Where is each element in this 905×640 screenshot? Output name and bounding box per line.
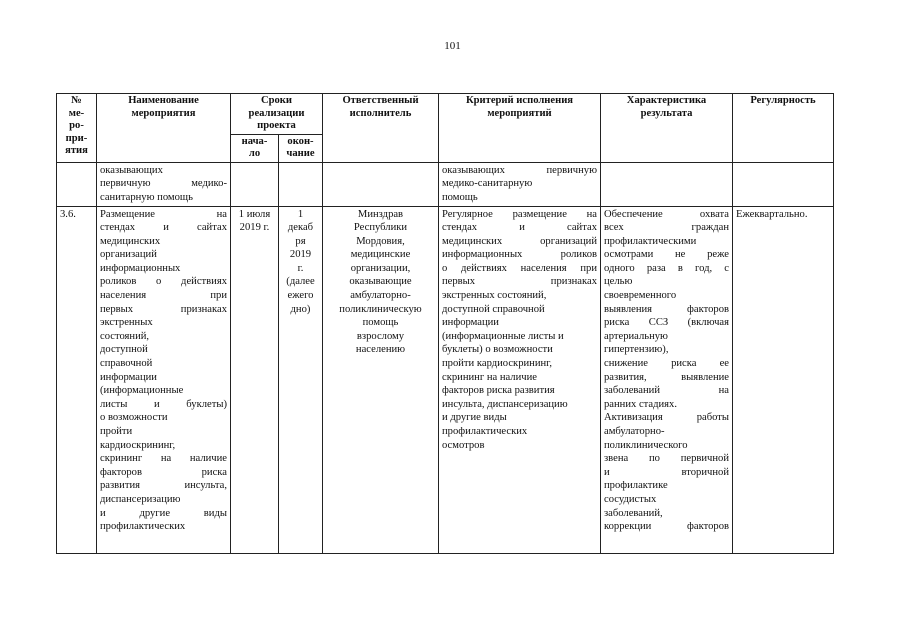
text-line: окон- xyxy=(287,135,314,147)
text-line: первых признаках xyxy=(442,276,597,288)
text-line: пройти xyxy=(100,426,133,437)
text-line: диспансеризацию xyxy=(100,493,181,505)
text-line: и другие виды xyxy=(442,412,507,424)
text-line: (далее xyxy=(286,276,315,288)
text-line: ме- xyxy=(68,107,85,119)
result-description xyxy=(601,206,733,553)
text-line: роликов о действиях xyxy=(100,276,227,288)
text-line: ро- xyxy=(69,120,84,131)
text-line: поликлинического xyxy=(604,439,688,451)
text-line: 2019 xyxy=(289,249,312,261)
header-regularity: Регулярность xyxy=(733,94,834,163)
start-date xyxy=(231,206,279,553)
text-line: ло xyxy=(248,148,261,159)
text-line: всех граждан xyxy=(604,222,729,234)
text-line: Критерий исполнения xyxy=(465,95,574,106)
text-line: состояний, xyxy=(100,330,150,342)
text-line: ежего xyxy=(287,290,314,302)
text-line: амбулаторно- xyxy=(604,426,665,437)
text-line: профилактических xyxy=(100,521,186,533)
header-result xyxy=(601,94,733,163)
text-line: риска ССЗ (включая xyxy=(604,317,729,329)
regularity-value: Ежеквартально. xyxy=(733,206,834,553)
text-line: при- xyxy=(65,132,88,144)
text-line: буклеты) о возможности xyxy=(442,344,553,356)
header-terms xyxy=(231,94,323,135)
text-line: исполнитель xyxy=(349,107,412,119)
text-line: оказывающих первичную xyxy=(442,164,597,176)
text-line: артериальную xyxy=(604,330,668,342)
text-line: медицинских организаций xyxy=(442,235,597,247)
text-line: кардиоскрининг, xyxy=(100,439,176,451)
cont-end-cell xyxy=(279,162,323,206)
text-line: справочной xyxy=(100,358,153,370)
text-line: листы и буклеты) xyxy=(100,398,227,410)
table-row xyxy=(57,206,834,553)
text-line: поликлиническую xyxy=(339,303,422,315)
header-row xyxy=(57,94,834,135)
text-line: информационных роликов xyxy=(442,249,597,261)
measure-name xyxy=(97,206,231,553)
cont-criterion-cell xyxy=(439,162,601,206)
execution-criterion xyxy=(439,206,601,553)
text-line: скрининг на наличие xyxy=(442,371,537,383)
text-line: № xyxy=(71,95,82,106)
text-line: Активизация работы xyxy=(604,412,729,424)
text-line: результата xyxy=(640,107,693,119)
text-line: Ответственный xyxy=(342,95,419,106)
text-line: целью xyxy=(604,276,633,288)
text-line: и вторичной xyxy=(604,466,729,478)
text-line: Характеристика xyxy=(626,95,707,106)
text-line: медицинские xyxy=(350,249,411,261)
cont-name-cell xyxy=(97,162,231,206)
cont-num-cell xyxy=(57,162,97,206)
text-line: г. xyxy=(297,262,304,274)
text-line: информации xyxy=(442,317,499,329)
text-line: профилактических xyxy=(442,426,528,437)
header-executor xyxy=(323,94,439,163)
text-line: Республики xyxy=(353,222,408,234)
text-line: инсульта, диспансеризацию xyxy=(442,398,568,410)
text-line: доступной справочной xyxy=(442,303,545,315)
text-line: первых признаках xyxy=(100,303,227,315)
text-line: коррекции факторов xyxy=(604,521,729,533)
text-line: чание xyxy=(286,148,315,159)
header-end xyxy=(279,134,323,162)
text-line: (информационные xyxy=(100,385,184,397)
measure-number: 3.6. xyxy=(57,206,97,553)
page-number: 101 xyxy=(444,40,461,52)
text-line: помощь xyxy=(362,317,399,329)
text-line: развития, выявление xyxy=(604,371,729,383)
text-line: помощь xyxy=(442,191,478,203)
text-line: одного раза в год, с xyxy=(604,262,729,274)
text-line: гипертензию), xyxy=(604,344,669,356)
text-line: заболеваний на xyxy=(604,385,729,397)
responsible-executor xyxy=(323,206,439,553)
text-line: осмотрами не реже xyxy=(604,249,729,261)
table-row xyxy=(57,162,834,206)
text-line: снижение риска ее xyxy=(604,358,729,370)
text-line: стендах и сайтах xyxy=(100,222,227,234)
text-line: дно) xyxy=(290,303,311,315)
text-line: нача- xyxy=(241,135,268,147)
text-line: о возможности xyxy=(100,412,168,424)
text-line: 2019 г. xyxy=(239,222,270,234)
text-line: профилактическими xyxy=(604,235,697,247)
header-criterion xyxy=(439,94,601,163)
text-line: взрослому xyxy=(356,330,405,342)
text-line: доступной xyxy=(100,344,148,356)
text-line: санитарную помощь xyxy=(100,191,193,203)
text-line: ятия xyxy=(65,145,88,156)
text-line: о действиях населения при xyxy=(442,262,597,274)
text-line: пройти кардиоскрининг, xyxy=(442,358,552,370)
text-line: (информационные листы и xyxy=(442,330,564,342)
text-line: декаб xyxy=(287,222,314,234)
cont-start-cell xyxy=(231,162,279,206)
text-line: факторов риска развития xyxy=(442,385,555,397)
text-line: выявления факторов xyxy=(604,303,729,315)
text-line: звена по первичной xyxy=(604,453,729,465)
text-line: населения при xyxy=(100,290,227,302)
text-line: экстренных xyxy=(100,317,153,329)
text-line: населению xyxy=(355,344,406,356)
text-line: скрининг на наличие xyxy=(100,453,227,465)
header-start xyxy=(231,134,279,162)
text-line: медицинских xyxy=(100,235,161,247)
text-line: мероприятий xyxy=(487,107,552,119)
text-line: стендах и сайтах xyxy=(442,222,597,234)
text-line: факторов риска xyxy=(100,466,227,478)
text-line: проекта xyxy=(257,120,296,131)
text-line: оказывающие xyxy=(349,276,412,288)
text-line: развития инсульта, xyxy=(100,480,227,492)
cont-executor-cell xyxy=(323,162,439,206)
text-line: 1 июля xyxy=(238,208,271,220)
measures-table xyxy=(56,93,834,554)
text-line: ря xyxy=(295,235,306,247)
text-line: своевременного xyxy=(604,290,677,302)
text-line: Наименование xyxy=(128,95,199,106)
text-line: информационных xyxy=(100,262,181,274)
text-line: первичную медико- xyxy=(100,178,227,190)
text-line: Регулярное размещение на xyxy=(442,208,597,220)
text-line: Мордовия, xyxy=(356,235,405,247)
text-line: амбулаторно- xyxy=(350,290,411,302)
text-line: профилактике xyxy=(604,480,668,492)
text-line: оказывающих xyxy=(100,164,163,176)
text-line: экстренных состояний, xyxy=(442,290,547,302)
header-name xyxy=(97,94,231,163)
text-line: заболеваний, xyxy=(604,507,663,519)
text-line: осмотров xyxy=(442,439,485,451)
end-date xyxy=(279,206,323,553)
text-line: Размещение на xyxy=(100,208,227,220)
text-line: Обеспечение охвата xyxy=(604,208,729,220)
text-line: мероприятия xyxy=(131,107,196,119)
text-line: и другие виды xyxy=(100,507,227,519)
text-line: 1 xyxy=(297,208,304,220)
text-line: медико-санитарную xyxy=(442,178,533,190)
text-line: сосудистых xyxy=(604,493,657,505)
text-line: ранних стадиях. xyxy=(604,398,677,410)
text-line: реализации xyxy=(248,107,305,119)
cont-regularity-cell xyxy=(733,162,834,206)
text-line: информации xyxy=(100,371,157,383)
text-line: организаций xyxy=(100,249,157,261)
header-number xyxy=(57,94,97,163)
text-line: организации, xyxy=(350,262,411,274)
cont-result-cell xyxy=(601,162,733,206)
text-line: Минздрав xyxy=(357,208,404,220)
text-line: Сроки xyxy=(260,95,293,106)
